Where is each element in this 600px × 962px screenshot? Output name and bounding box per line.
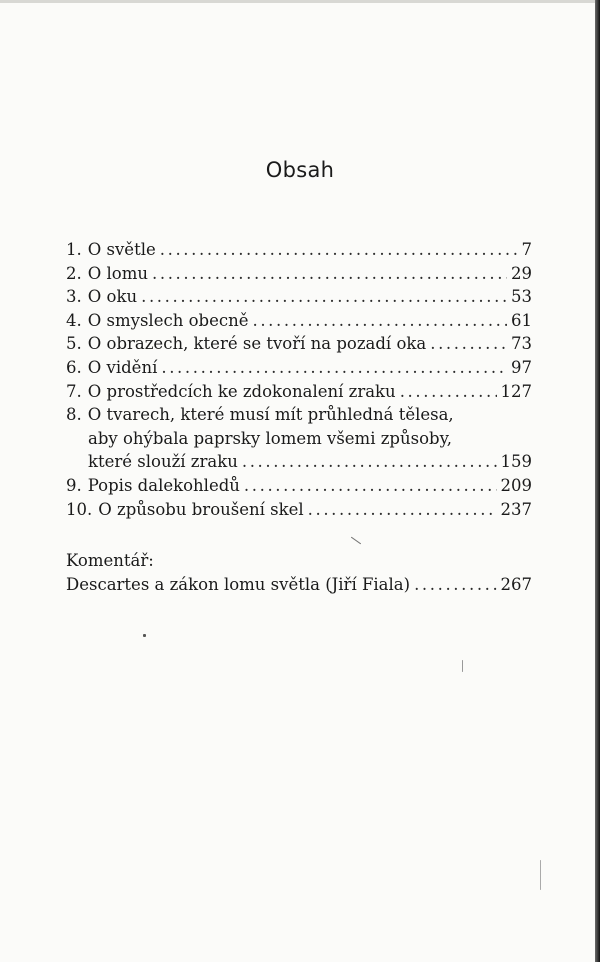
toc-entry-label: O obrazech, které se tvoří na pozadí oka — [87, 334, 427, 354]
commentary-heading-row — [66, 549, 532, 573]
toc-entry-8-line-3 — [66, 450, 532, 474]
toc-entry-page: 29 — [511, 263, 532, 283]
commentary-entry — [66, 573, 532, 597]
table-of-contents — [66, 238, 532, 521]
toc-entry-page: 209 — [500, 475, 532, 495]
scan-speck — [462, 660, 463, 672]
toc-entry-page: 73 — [511, 334, 532, 354]
toc-entry-6 — [66, 356, 532, 380]
scan-speck — [540, 860, 541, 890]
toc-entry-label: O světle — [87, 240, 156, 259]
dot-leader — [252, 309, 507, 333]
toc-entry-page: 7 — [521, 240, 532, 259]
toc-entry-3 — [66, 285, 532, 309]
dot-leader — [244, 474, 497, 498]
dot-leader — [400, 380, 497, 404]
toc-entry-label-continuation: aby ohýbala paprsky lomem všemi způsoby, — [88, 428, 452, 448]
dot-leader — [161, 356, 507, 380]
page-top-edge — [0, 0, 600, 3]
scan-speck — [351, 537, 361, 545]
toc-entry-label: O vidění — [87, 357, 158, 377]
dot-leader — [141, 285, 507, 309]
toc-entry-label: O lomu — [87, 263, 149, 283]
toc-entry-label: O tvarech, které musí mít průhledná tělesa, — [87, 405, 454, 425]
toc-entry-page: 237 — [500, 499, 532, 519]
toc-entry-number: 7. — [66, 381, 82, 401]
toc-entry-page: 97 — [511, 357, 532, 377]
commentary-heading: Komentář: — [66, 551, 154, 570]
toc-entry-page: 61 — [511, 310, 532, 330]
toc-entry-page: 53 — [511, 287, 532, 307]
commentary-entry-label: Descartes a zákon lomu světla (Jiří Fiala) — [66, 574, 411, 594]
toc-entry-number: 2. — [66, 263, 82, 283]
toc-entry-9 — [66, 474, 532, 498]
page-right-edge — [595, 0, 600, 962]
toc-entry-number: 4. — [66, 310, 82, 330]
toc-entry-label: O způsobu broušení skel — [98, 499, 304, 519]
commentary-entry-page: 267 — [500, 574, 532, 594]
dot-leader — [160, 238, 518, 262]
toc-entry-number: 1. — [66, 240, 82, 259]
page-title: Obsah — [265, 158, 335, 182]
toc-entry-page: 127 — [500, 381, 532, 401]
toc-entry-number: 6. — [66, 357, 82, 377]
toc-entry-number: 5. — [66, 334, 82, 354]
toc-entry-number: 9. — [66, 475, 82, 495]
toc-entry-10 — [66, 498, 532, 522]
toc-entry-label: O prostředcích ke zdokonalení zraku — [87, 381, 396, 401]
toc-entry-5 — [66, 332, 532, 356]
dot-leader — [152, 262, 507, 286]
dot-leader — [430, 332, 507, 356]
dot-leader — [308, 498, 497, 522]
dot-leader — [414, 573, 496, 597]
toc-entry-label: Popis dalekohledů — [87, 475, 240, 495]
toc-entry-number: 10. — [66, 499, 93, 519]
dot-leader — [242, 450, 497, 474]
toc-entry-label-continuation: které slouží zraku — [88, 452, 238, 472]
toc-entry-2 — [66, 262, 532, 286]
toc-entry-number: 3. — [66, 287, 82, 307]
toc-entry-8-line-2 — [66, 427, 532, 451]
toc-entry-4 — [66, 309, 532, 333]
toc-entry-number: 8. — [66, 405, 82, 425]
toc-entry-page: 159 — [500, 452, 532, 472]
commentary-section — [66, 549, 532, 596]
toc-entry-label: O oku — [87, 287, 138, 307]
toc-entry-1 — [66, 238, 532, 262]
toc-entry-label: O smyslech obecně — [87, 310, 249, 330]
scan-speck — [143, 634, 146, 637]
toc-entry-8 — [66, 403, 532, 427]
toc-entry-7 — [66, 380, 532, 404]
